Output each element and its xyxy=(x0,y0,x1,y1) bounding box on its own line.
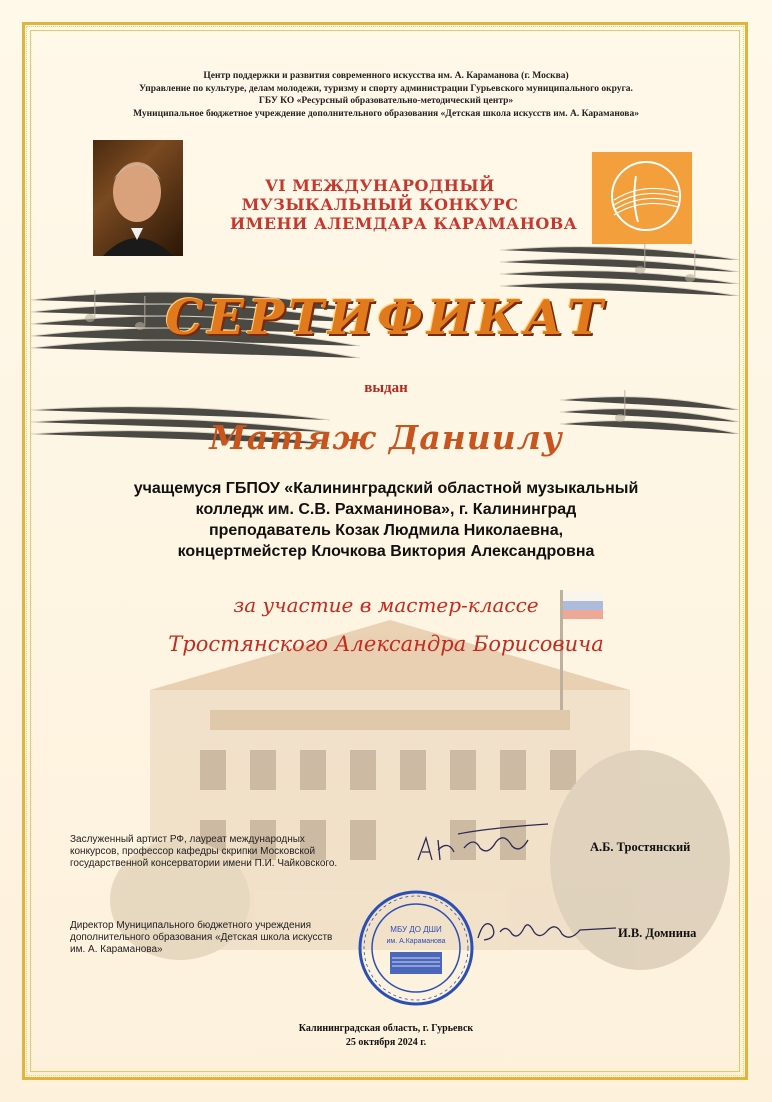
organizers-header xyxy=(40,70,732,120)
competition-title xyxy=(230,176,578,233)
signatory-description-line: государственной консерватории имени П.И. Чайковского. xyxy=(70,858,338,869)
header-line: Муниципальное бюджетное учреждение дополнительного образования «Детская школа искусств им. А. Караманова» xyxy=(133,108,639,119)
signatory-description-line: Заслуженный артист РФ, лауреат международных xyxy=(70,834,305,845)
signatory-1-name: А.Б. Тростянский xyxy=(590,840,691,854)
issued-label: выдан xyxy=(364,380,408,396)
portrait-photo xyxy=(93,140,183,256)
details-line: колледж им. С.В. Рахманинова», г. Калининград xyxy=(195,501,577,518)
signatory-description-line: дополнительного образования «Детская школа искусств xyxy=(70,932,333,943)
header-line: Управление по культуре, делам молодежи, туризму и спорту администрации Гурьевского муниципального округа. xyxy=(139,83,633,94)
signatory-1-description xyxy=(70,834,400,870)
header-line: Центр поддержки и развития современного искусства им. А. Караманова (г. Москва) xyxy=(203,71,569,81)
stamp-text-line: им. А.Караманова xyxy=(386,938,446,945)
recipient-name: Матяж Даниилу xyxy=(209,418,563,457)
certificate-title: СЕРТИФИКАТ xyxy=(165,290,607,346)
participation-line: за участие в мастер-классе xyxy=(233,593,539,617)
signatory-description-line: им. А. Караманова» xyxy=(70,944,163,955)
details-line: концертмейстер Клочкова Виктория Александровна xyxy=(177,543,595,560)
portrait-illustration xyxy=(93,140,183,256)
competition-title-line: VI МЕЖДУНАРОДНЫЙ xyxy=(265,176,495,195)
signatory-description-line: Директор Муниципального бюджетного учреждения xyxy=(70,920,312,931)
header-line: ГБУ КО «Ресурсный образовательно-методический центр» xyxy=(258,96,514,106)
signatory-2-description xyxy=(70,920,370,956)
details-line: учащемуся ГБПОУ «Калининградский областной музыкальный xyxy=(133,480,639,497)
official-stamp xyxy=(356,888,476,1008)
signatory-2-name: И.В. Домнина xyxy=(618,926,697,940)
signature-1 xyxy=(408,820,558,870)
competition-logo xyxy=(592,152,692,244)
competition-title-line: МУЗЫКАЛЬНЫЙ КОНКУРС xyxy=(241,195,519,214)
footer xyxy=(0,1022,772,1050)
recipient-details xyxy=(60,478,712,562)
footer-date: 25 октября 2024 г. xyxy=(345,1037,427,1048)
competition-title-line: ИМЕНИ АЛЕМДАРА КАРАМАНОВА xyxy=(230,214,578,233)
signature-2 xyxy=(470,908,620,948)
stamp-text-line: МБУ ДО ДШИ xyxy=(390,925,442,934)
signatory-description-line: конкурсов, профессор кафедры скрипки Московской xyxy=(70,846,316,857)
details-line: преподаватель Козак Людмила Николаевна, xyxy=(208,522,564,539)
footer-place: Калининградская область, г. Гурьевск xyxy=(298,1023,474,1034)
master-class-name: Тростянского Александра Борисовича xyxy=(168,632,604,656)
